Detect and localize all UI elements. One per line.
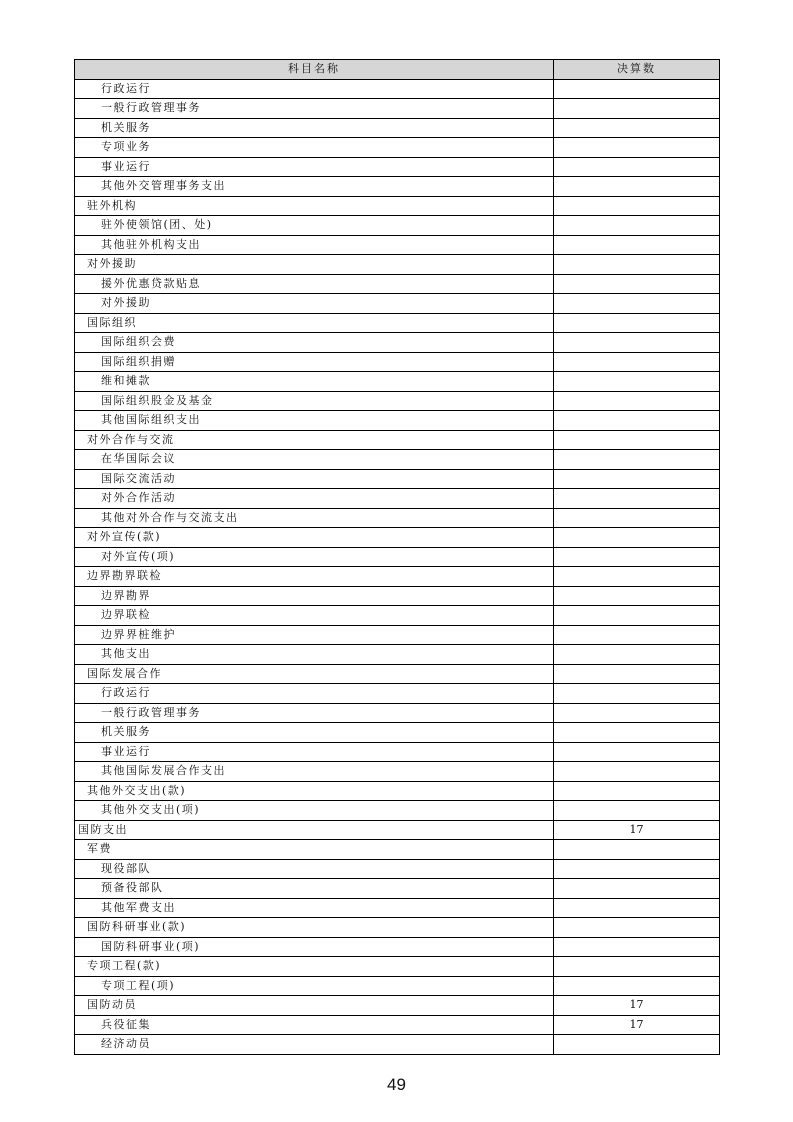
table-row bbox=[75, 313, 720, 333]
table-row bbox=[75, 138, 720, 158]
final-amount-cell bbox=[554, 450, 720, 470]
subject-name-cell: 一般行政管理事务 bbox=[75, 99, 554, 119]
final-amount-cell bbox=[554, 411, 720, 431]
table-row bbox=[75, 645, 720, 665]
subject-name-cell: 其他外交支出(款) bbox=[75, 781, 554, 801]
final-amount-cell bbox=[554, 703, 720, 723]
subject-name-cell: 事业运行 bbox=[75, 742, 554, 762]
final-amount-cell bbox=[554, 684, 720, 704]
subject-name-cell: 经济动员 bbox=[75, 1035, 554, 1055]
subject-name-cell: 对外援助 bbox=[75, 294, 554, 314]
subject-name-cell: 其他对外合作与交流支出 bbox=[75, 508, 554, 528]
table-row bbox=[75, 255, 720, 275]
table-row bbox=[75, 801, 720, 821]
final-amount-cell bbox=[554, 664, 720, 684]
subject-name-cell: 事业运行 bbox=[75, 157, 554, 177]
table-row bbox=[75, 547, 720, 567]
subject-name-cell: 其他外交支出(项) bbox=[75, 801, 554, 821]
subject-name-cell: 专项业务 bbox=[75, 138, 554, 158]
table-row bbox=[75, 528, 720, 548]
final-amount-cell bbox=[554, 957, 720, 977]
subject-name-cell: 国防动员 bbox=[75, 996, 554, 1016]
subject-name-cell: 其他军费支出 bbox=[75, 898, 554, 918]
table-row bbox=[75, 567, 720, 587]
final-amount-cell bbox=[554, 528, 720, 548]
final-amount-cell: 17 bbox=[554, 820, 720, 840]
final-amount-cell bbox=[554, 352, 720, 372]
final-amount-cell bbox=[554, 333, 720, 353]
final-amount-cell bbox=[554, 762, 720, 782]
table-row bbox=[75, 430, 720, 450]
table-row bbox=[75, 820, 720, 840]
subject-name-cell: 其他外交管理事务支出 bbox=[75, 177, 554, 197]
subject-name-cell: 国防科研事业(项) bbox=[75, 937, 554, 957]
subject-name-cell: 对外宣传(款) bbox=[75, 528, 554, 548]
subject-name-cell: 行政运行 bbox=[75, 79, 554, 99]
table-header-row bbox=[75, 60, 720, 80]
final-amount-cell bbox=[554, 177, 720, 197]
final-amount-cell: 17 bbox=[554, 996, 720, 1016]
final-amount-cell bbox=[554, 879, 720, 899]
final-amount-cell bbox=[554, 235, 720, 255]
final-amount-cell bbox=[554, 255, 720, 275]
table-row bbox=[75, 79, 720, 99]
table-row bbox=[75, 976, 720, 996]
final-amount-cell bbox=[554, 99, 720, 119]
subject-name-cell: 专项工程(款) bbox=[75, 957, 554, 977]
final-amount-cell bbox=[554, 625, 720, 645]
subject-name-cell: 其他国际发展合作支出 bbox=[75, 762, 554, 782]
table-row bbox=[75, 274, 720, 294]
final-amount-cell bbox=[554, 781, 720, 801]
final-amount-cell bbox=[554, 274, 720, 294]
table-row bbox=[75, 684, 720, 704]
table-row bbox=[75, 352, 720, 372]
final-amount-cell bbox=[554, 898, 720, 918]
final-amount-cell bbox=[554, 118, 720, 138]
subject-name-cell: 国际组织股金及基金 bbox=[75, 391, 554, 411]
final-amount-cell bbox=[554, 157, 720, 177]
subject-name-cell: 预备役部队 bbox=[75, 879, 554, 899]
table-row bbox=[75, 918, 720, 938]
final-amount-cell bbox=[554, 469, 720, 489]
subject-name-cell: 国际发展合作 bbox=[75, 664, 554, 684]
subject-name-cell: 对外合作与交流 bbox=[75, 430, 554, 450]
subject-name-cell: 国际组织 bbox=[75, 313, 554, 333]
final-amount-cell bbox=[554, 547, 720, 567]
subject-name-cell: 对外宣传(项) bbox=[75, 547, 554, 567]
page-number: 49 bbox=[387, 1075, 406, 1094]
subject-name-cell: 机关服务 bbox=[75, 723, 554, 743]
final-amount-cell bbox=[554, 742, 720, 762]
final-amount-cell bbox=[554, 859, 720, 879]
table-row bbox=[75, 450, 720, 470]
final-amount-cell bbox=[554, 430, 720, 450]
table-row bbox=[75, 99, 720, 119]
final-amount-cell bbox=[554, 586, 720, 606]
table-row bbox=[75, 294, 720, 314]
table-row bbox=[75, 840, 720, 860]
final-amount-cell bbox=[554, 216, 720, 236]
table-row bbox=[75, 781, 720, 801]
table-row bbox=[75, 469, 720, 489]
subject-name-cell: 驻外机构 bbox=[75, 196, 554, 216]
table-row bbox=[75, 216, 720, 236]
subject-name-cell: 在华国际会议 bbox=[75, 450, 554, 470]
subject-name-cell: 军费 bbox=[75, 840, 554, 860]
final-amount-cell bbox=[554, 294, 720, 314]
column-header-value: 决算数 bbox=[554, 60, 720, 80]
final-amount-cell bbox=[554, 937, 720, 957]
subject-name-cell: 现役部队 bbox=[75, 859, 554, 879]
table-row bbox=[75, 1035, 720, 1055]
final-amount-cell bbox=[554, 138, 720, 158]
table-row bbox=[75, 489, 720, 509]
subject-name-cell: 国际交流活动 bbox=[75, 469, 554, 489]
subject-name-cell: 驻外使领馆(团、处) bbox=[75, 216, 554, 236]
subject-name-cell: 机关服务 bbox=[75, 118, 554, 138]
table-row bbox=[75, 742, 720, 762]
final-amount-cell bbox=[554, 313, 720, 333]
final-amount-cell bbox=[554, 801, 720, 821]
table-row bbox=[75, 898, 720, 918]
subject-name-cell: 对外援助 bbox=[75, 255, 554, 275]
table-row bbox=[75, 723, 720, 743]
subject-name-cell: 其他支出 bbox=[75, 645, 554, 665]
table-row bbox=[75, 118, 720, 138]
table-row bbox=[75, 196, 720, 216]
subject-name-cell: 国际组织捐赠 bbox=[75, 352, 554, 372]
table-row bbox=[75, 937, 720, 957]
subject-name-cell: 其他国际组织支出 bbox=[75, 411, 554, 431]
subject-name-cell: 国际组织会费 bbox=[75, 333, 554, 353]
final-amount-cell bbox=[554, 606, 720, 626]
subject-name-cell: 边界勘界 bbox=[75, 586, 554, 606]
subject-name-cell: 边界勘界联检 bbox=[75, 567, 554, 587]
final-amount-cell bbox=[554, 196, 720, 216]
table-row bbox=[75, 664, 720, 684]
final-amount-cell bbox=[554, 918, 720, 938]
table-row bbox=[75, 606, 720, 626]
table-row bbox=[75, 157, 720, 177]
final-amount-cell bbox=[554, 976, 720, 996]
table-row bbox=[75, 235, 720, 255]
table-row bbox=[75, 586, 720, 606]
table-row bbox=[75, 1015, 720, 1035]
subject-name-cell: 边界联检 bbox=[75, 606, 554, 626]
subject-name-cell: 专项工程(项) bbox=[75, 976, 554, 996]
table-row bbox=[75, 703, 720, 723]
subject-name-cell: 国防科研事业(款) bbox=[75, 918, 554, 938]
final-amount-cell bbox=[554, 645, 720, 665]
table-row bbox=[75, 625, 720, 645]
table-row bbox=[75, 957, 720, 977]
final-amount-cell bbox=[554, 840, 720, 860]
final-amount-cell bbox=[554, 372, 720, 392]
table-row bbox=[75, 859, 720, 879]
final-amount-cell: 17 bbox=[554, 1015, 720, 1035]
final-amount-cell bbox=[554, 79, 720, 99]
column-header-name: 科目名称 bbox=[75, 60, 554, 80]
final-amount-cell bbox=[554, 489, 720, 509]
subject-name-cell: 行政运行 bbox=[75, 684, 554, 704]
subject-name-cell: 援外优惠贷款贴息 bbox=[75, 274, 554, 294]
table-row bbox=[75, 372, 720, 392]
subject-name-cell: 兵役征集 bbox=[75, 1015, 554, 1035]
subject-name-cell: 对外合作活动 bbox=[75, 489, 554, 509]
final-amount-cell bbox=[554, 567, 720, 587]
subject-name-cell: 边界界桩维护 bbox=[75, 625, 554, 645]
table-row bbox=[75, 762, 720, 782]
table-row bbox=[75, 996, 720, 1016]
final-amount-cell bbox=[554, 1035, 720, 1055]
table-row bbox=[75, 879, 720, 899]
table-row bbox=[75, 411, 720, 431]
final-amount-cell bbox=[554, 508, 720, 528]
subject-name-cell: 维和摊款 bbox=[75, 372, 554, 392]
final-amount-cell bbox=[554, 391, 720, 411]
subject-name-cell: 一般行政管理事务 bbox=[75, 703, 554, 723]
subject-name-cell: 国防支出 bbox=[75, 820, 554, 840]
final-amount-cell bbox=[554, 723, 720, 743]
subject-name-cell: 其他驻外机构支出 bbox=[75, 235, 554, 255]
table-row bbox=[75, 391, 720, 411]
budget-table bbox=[74, 59, 720, 1055]
table-row bbox=[75, 177, 720, 197]
table-row bbox=[75, 508, 720, 528]
table-body bbox=[75, 79, 720, 1054]
table-row bbox=[75, 333, 720, 353]
